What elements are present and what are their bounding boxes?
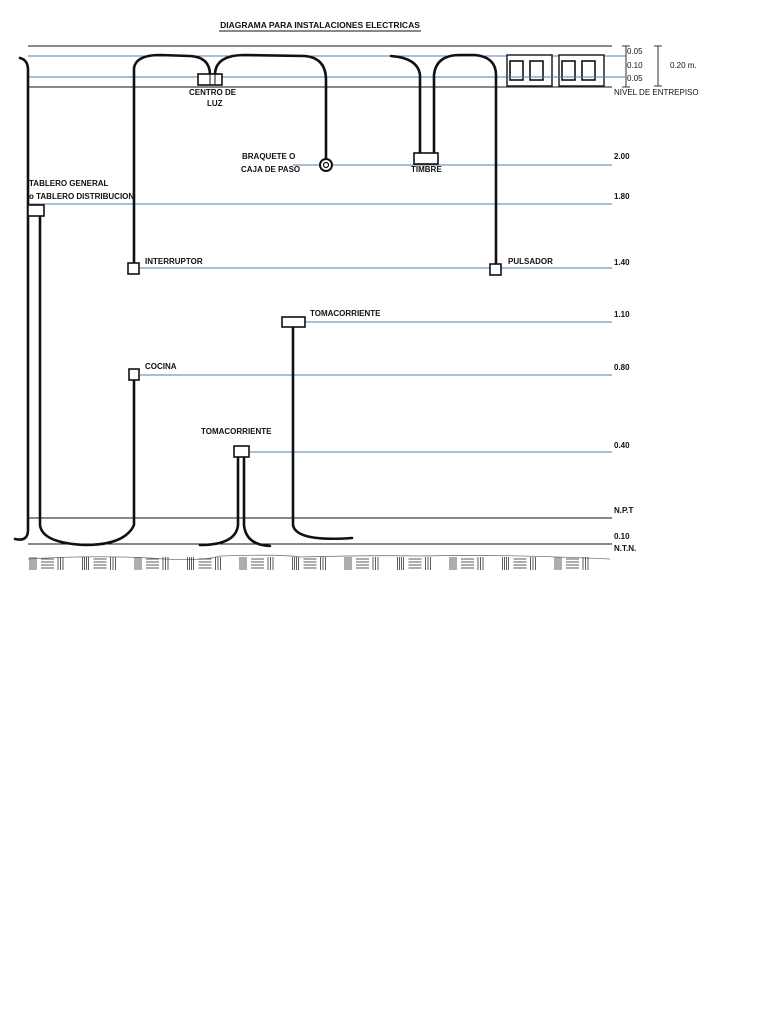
tablero-label-1: TABLERO GENERAL (29, 179, 109, 188)
left-bracket-wire (15, 58, 28, 540)
level-180: 1.80 (614, 192, 630, 201)
dim-total: 0.20 m. (670, 61, 697, 70)
ground-hatch (30, 557, 588, 570)
braquete-label-2: CAJA DE PASO (241, 165, 301, 174)
tomacorriente-040-box (234, 446, 249, 457)
cocina-label: COCINA (145, 362, 177, 371)
pulsador-label: PULSADOR (508, 257, 553, 266)
level-080: 0.80 (614, 363, 630, 372)
centro-label-1: CENTRO DE (189, 88, 237, 97)
window-box-1 (507, 55, 552, 86)
level-040: 0.40 (614, 441, 630, 450)
level-ntn: N.T.N. (614, 544, 637, 553)
tomacorriente-110-box (282, 317, 305, 327)
window-box-2 (559, 55, 604, 86)
braquete-outlet (320, 159, 332, 171)
diagram-title: DIAGRAMA PARA INSTALACIONES ELECTRICAS (220, 20, 420, 30)
timbre-wire-left (391, 56, 420, 153)
level-010: 0.10 (614, 532, 630, 541)
pulsador-wire (434, 55, 496, 264)
timbre-box (414, 153, 438, 164)
interruptor-box (128, 263, 139, 274)
entrepiso-label: NIVEL DE ENTREPISO (614, 88, 699, 97)
cocina-box (129, 369, 139, 380)
tomacorriente-110-wire (293, 327, 352, 539)
braquete-wire (215, 55, 326, 159)
interruptor-wire (134, 55, 210, 263)
dim-005-top: 0.05 (627, 47, 643, 56)
pulsador-box (490, 264, 501, 275)
tomacorriente-040-wire-right (244, 457, 270, 546)
dim-010: 0.10 (627, 61, 643, 70)
centro-label-2: LUZ (207, 99, 223, 108)
dim-005-bottom: 0.05 (627, 74, 643, 83)
tablero-label-2: o TABLERO DISTRIBUCION (29, 192, 135, 201)
level-110: 1.10 (614, 310, 630, 319)
level-140: 1.40 (614, 258, 630, 267)
interruptor-label: INTERRUPTOR (145, 257, 203, 266)
tomacorriente-110-label: TOMACORRIENTE (310, 309, 381, 318)
tomacorriente-040-wire-left (200, 457, 238, 545)
tomacorriente-040-label: TOMACORRIENTE (201, 427, 272, 436)
tablero-box (28, 205, 44, 216)
tablero-cocina-wire (40, 216, 134, 545)
braquete-label-1: BRAQUETE O (242, 152, 296, 161)
level-npt: N.P.T (614, 506, 634, 515)
timbre-label: TIMBRE (411, 165, 442, 174)
centro-de-luz-box (198, 74, 222, 85)
level-200: 2.00 (614, 152, 630, 161)
